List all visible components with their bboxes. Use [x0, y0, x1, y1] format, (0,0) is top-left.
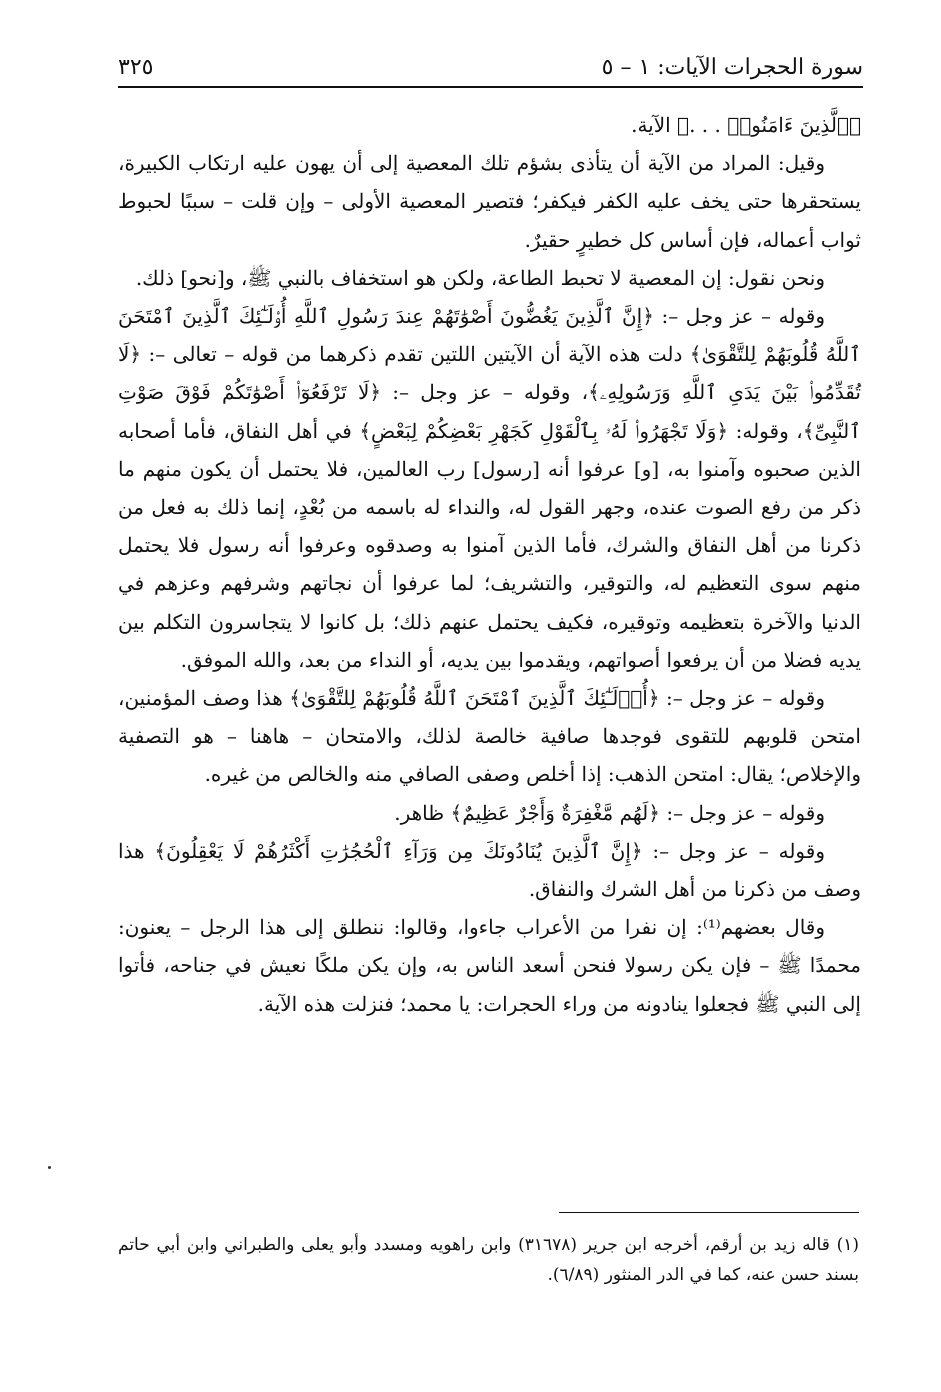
- paragraph: ونحن نقول: إن المعصية لا تحبط الطاعة، ولكن هو استخفاف بالنبي ﷺ، و[نحو] ذلك.: [135, 265, 825, 290]
- header-rule: [118, 86, 863, 88]
- paragraph: وقوله – عز وجل –: ﴿لَهُم مَّغْفِرَةٌ وَأَجْرٌ عَظِيمٌ﴾ ظاهر.: [394, 800, 825, 825]
- header-title: سورة الحجرات الآيات: ١ – ٥: [601, 55, 863, 80]
- main-text: [118, 106, 861, 1023]
- footnote: (١) قاله زيد بن أرقم، أخرجه ابن جرير (٣١٦٧٨) وابن راهويه ومسدد وأبو يعلى والطبراني وابن أبي حاتم بسند حسن عنه، كما في الدر المنثور (٦/٨٩).: [118, 1235, 860, 1285]
- paragraph: ﴿ٱلَّذِينَ ءَامَنُوا۟ . . .﴾ الآية.: [631, 113, 861, 137]
- footnote-rule: [559, 1212, 859, 1213]
- paragraph: وقوله – عز وجل –: ﴿أُو۟لَـٰٓئِكَ ٱلَّذِينَ ٱمْتَحَنَ ٱللَّهُ قُلُوبَهُمْ لِلتَّقْوَىٰ﴾ هذا وصف المؤمنين، امتحن قلوبهم للتقوى فوجدها صافية خالصة لذلك، والامتحان – هاهنا – هو التصفية والإخلاص؛ يقال: امتحن الذهب: إذا أخلص وصفى الصافي منه والخالص من غيره.: [118, 686, 861, 787]
- page-number: ٣٢٥: [118, 55, 154, 80]
- paragraph: وقوله – عز وجل –: ﴿إِنَّ ٱلَّذِينَ يُنَادُونَكَ مِن وَرَآءِ ٱلْحُجُرَٰتِ أَكْثَرُهُمْ لَا يَعْقِلُونَ﴾ هذا وصف من ذكرنا من أهل الشرك والنفاق.: [118, 838, 861, 902]
- running-header: [118, 40, 863, 80]
- paragraph: وقوله – عز وجل –: ﴿إِنَّ ٱلَّذِينَ يَغُضُّونَ أَصْوَٰتَهُمْ عِندَ رَسُولِ ٱللَّهِ أُو۟لَـٰٓئِكَ ٱلَّذِينَ ٱمْتَحَنَ ٱللَّهُ قُلُوبَهُمْ لِلتَّقْوَىٰ﴾ دلت هذه الآية أن الآيتين اللتين تقدم ذكرهما من قوله – تعالى –: ﴿لَا تُقَدِّمُوا۟ بَيْنَ يَدَىِ ٱللَّهِ وَرَسُولِهِۦ﴾، وقوله – عز وجل –: ﴿لَا تَرْفَعُوٓا۟ أَصْوَٰتَكُمْ فَوْقَ صَوْتِ ٱلنَّبِىِّ﴾، وقوله: ﴿وَلَا تَجْهَرُوا۟ لَهُۥ بِٱلْقَوْلِ كَجَهْرِ بَعْضِكُمْ لِبَعْضٍ﴾ في أهل النفاق، فأما أصحابه الذين صحبوه وآمنوا به، [و] عرفوا أنه [رسول] رب العالمين، فلا يحتمل أن يكون منهم ما ذكر من رفع الصوت عنده، وجهر القول له، والنداء له باسمه من بُعْدٍ، إنما ذلك به فعل من ذكرنا من أهل النفاق والشرك، فأما الذين آمنوا به وصدقوه وعرفوا أنه رسول فلا يحتمل منهم سوى التعظيم له، والتوقير، والتشريف؛ لما عرفوا أن نجاتهم وشرفهم وعزهم في الدنيا والآخرة بتعظيمه وتوقيره، فكيف يحتمل عنهم ذلك؛ بل كانوا لا يتجاسرون التكلم بين يديه فضلا من أن يرفعوا أصواتهم، ويقدموا بين يديه، أو النداء من بعد، والله الموفق.: [118, 304, 861, 672]
- paragraph: وقال بعضهم⁽¹⁾: إن نفرا من الأعراب جاءوا، وقالوا: ننطلق إلى هذا الرجل – يعنون: محمدًا ﷺ – فإن يكن رسولا فنحن أسعد الناس به، وإن يكن ملكًا نعيش في جناحه، فأتوا إلى النبي ﷺ فجعلوا ينادونه من وراء الحجرات: يا محمد؛ فنزلت هذه الآية.: [118, 915, 861, 1016]
- paragraph: وقيل: المراد من الآية أن يتأذى بشؤم تلك المعصية إلى أن يهون عليه ارتكاب الكبيرة، يستحقرها حتى يخف عليه الكفر فيكفر؛ فتصير المعصية الأولى – وإن قلت – سببًا لحبوط ثواب أعماله، فإن أساس كل خطيرٍ حقيرٌ.: [118, 151, 862, 252]
- scan-speck: [48, 1166, 51, 1169]
